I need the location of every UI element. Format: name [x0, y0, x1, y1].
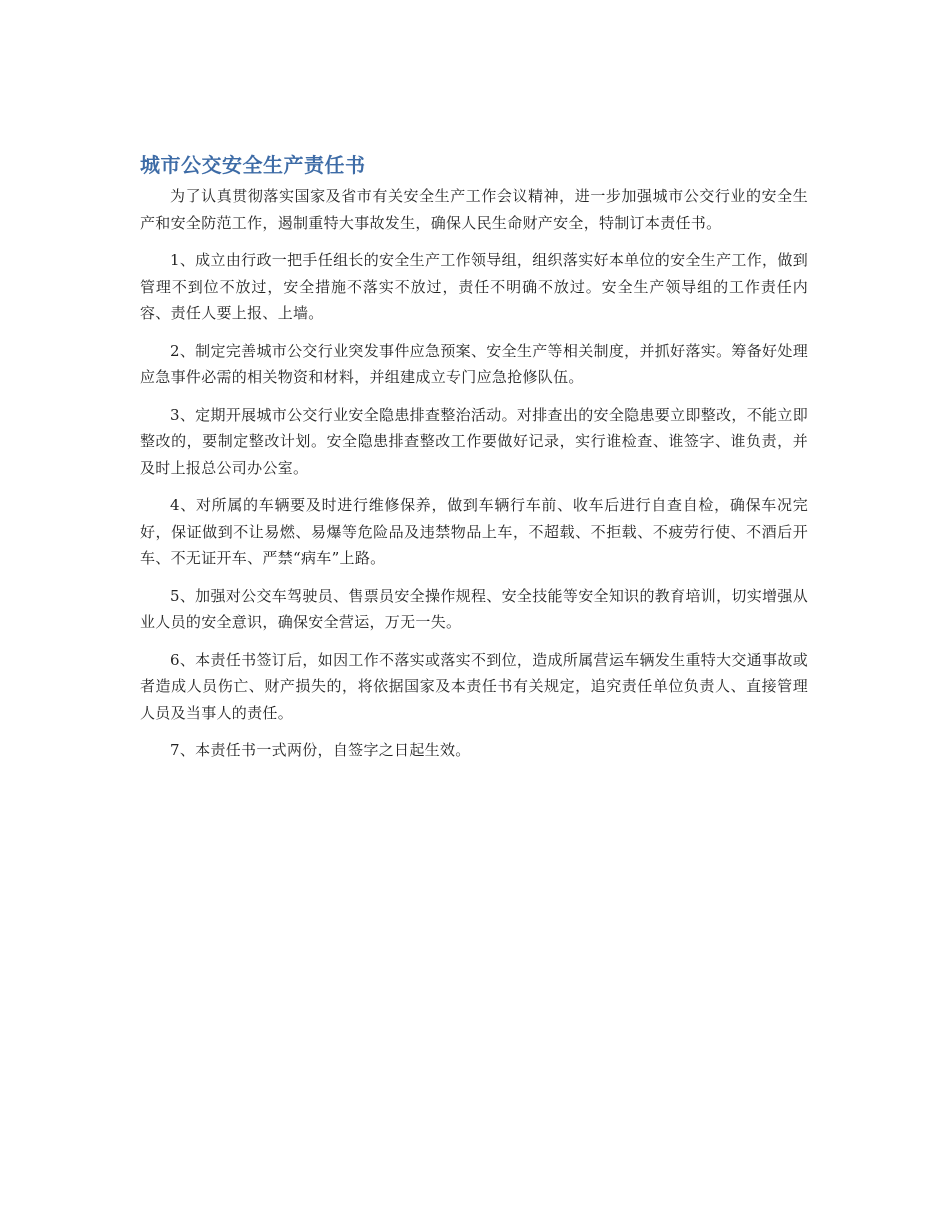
clause-5: 5、加强对公交车驾驶员、售票员安全操作规程、安全技能等安全知识的教育培训，切实增强从业人员的安全意识，确保安全营运，万无一失。	[140, 586, 808, 631]
clause-7: 7、本责任书一式两份，自签字之日起生效。	[170, 741, 471, 759]
document-title: 城市公交安全生产责任书	[140, 153, 366, 177]
clause-2: 2、制定完善城市公交行业突发事件应急预案、安全生产等相关制度，并抓好落实。筹备好处理应急事件必需的相关物资和材料，并组建成立专门应急抢修队伍。	[140, 341, 808, 386]
clause-6: 6、本责任书签订后，如因工作不落实或落实不到位，造成所属营运车辆发生重特大交通事故或者造成人员伤亡、财产损失的，将依据国家及本责任书有关规定，追究责任单位负责人、直接管理人员及当事人的责任。	[140, 650, 808, 722]
document-body	[140, 150, 808, 775]
clause-1: 1、成立由行政一把手任组长的安全生产工作领导组，组织落实好本单位的安全生产工作，做到管理不到位不放过，安全措施不落实不放过，责任不明确不放过。安全生产领导组的工作责任内容、责任人要上报、上墙。	[140, 251, 808, 322]
intro-paragraph: 为了认真贯彻落实国家及省市有关安全生产工作会议精神，进一步加强城市公交行业的安全生产和安全防范工作，遏制重特大事故发生，确保人民生命财产安全，特制订本责任书。	[140, 187, 808, 232]
clause-4: 4、对所属的车辆要及时进行维修保养，做到车辆行车前、收车后进行自查自检，确保车况完好，保证做到不让易燃、易爆等危险品及违禁物品上车，不超载、不拒载、不疲劳行使、不酒后开车、不无证开车、严禁“病车”上路。	[140, 496, 808, 567]
clause-3: 3、定期开展城市公交行业安全隐患排查整治活动。对排查出的安全隐患要立即整改，不能立即整改的，要制定整改计划。安全隐患排查整改工作要做好记录，实行谁检查、谁签字、谁负责，并及时上报总公司办公室。	[140, 405, 808, 477]
